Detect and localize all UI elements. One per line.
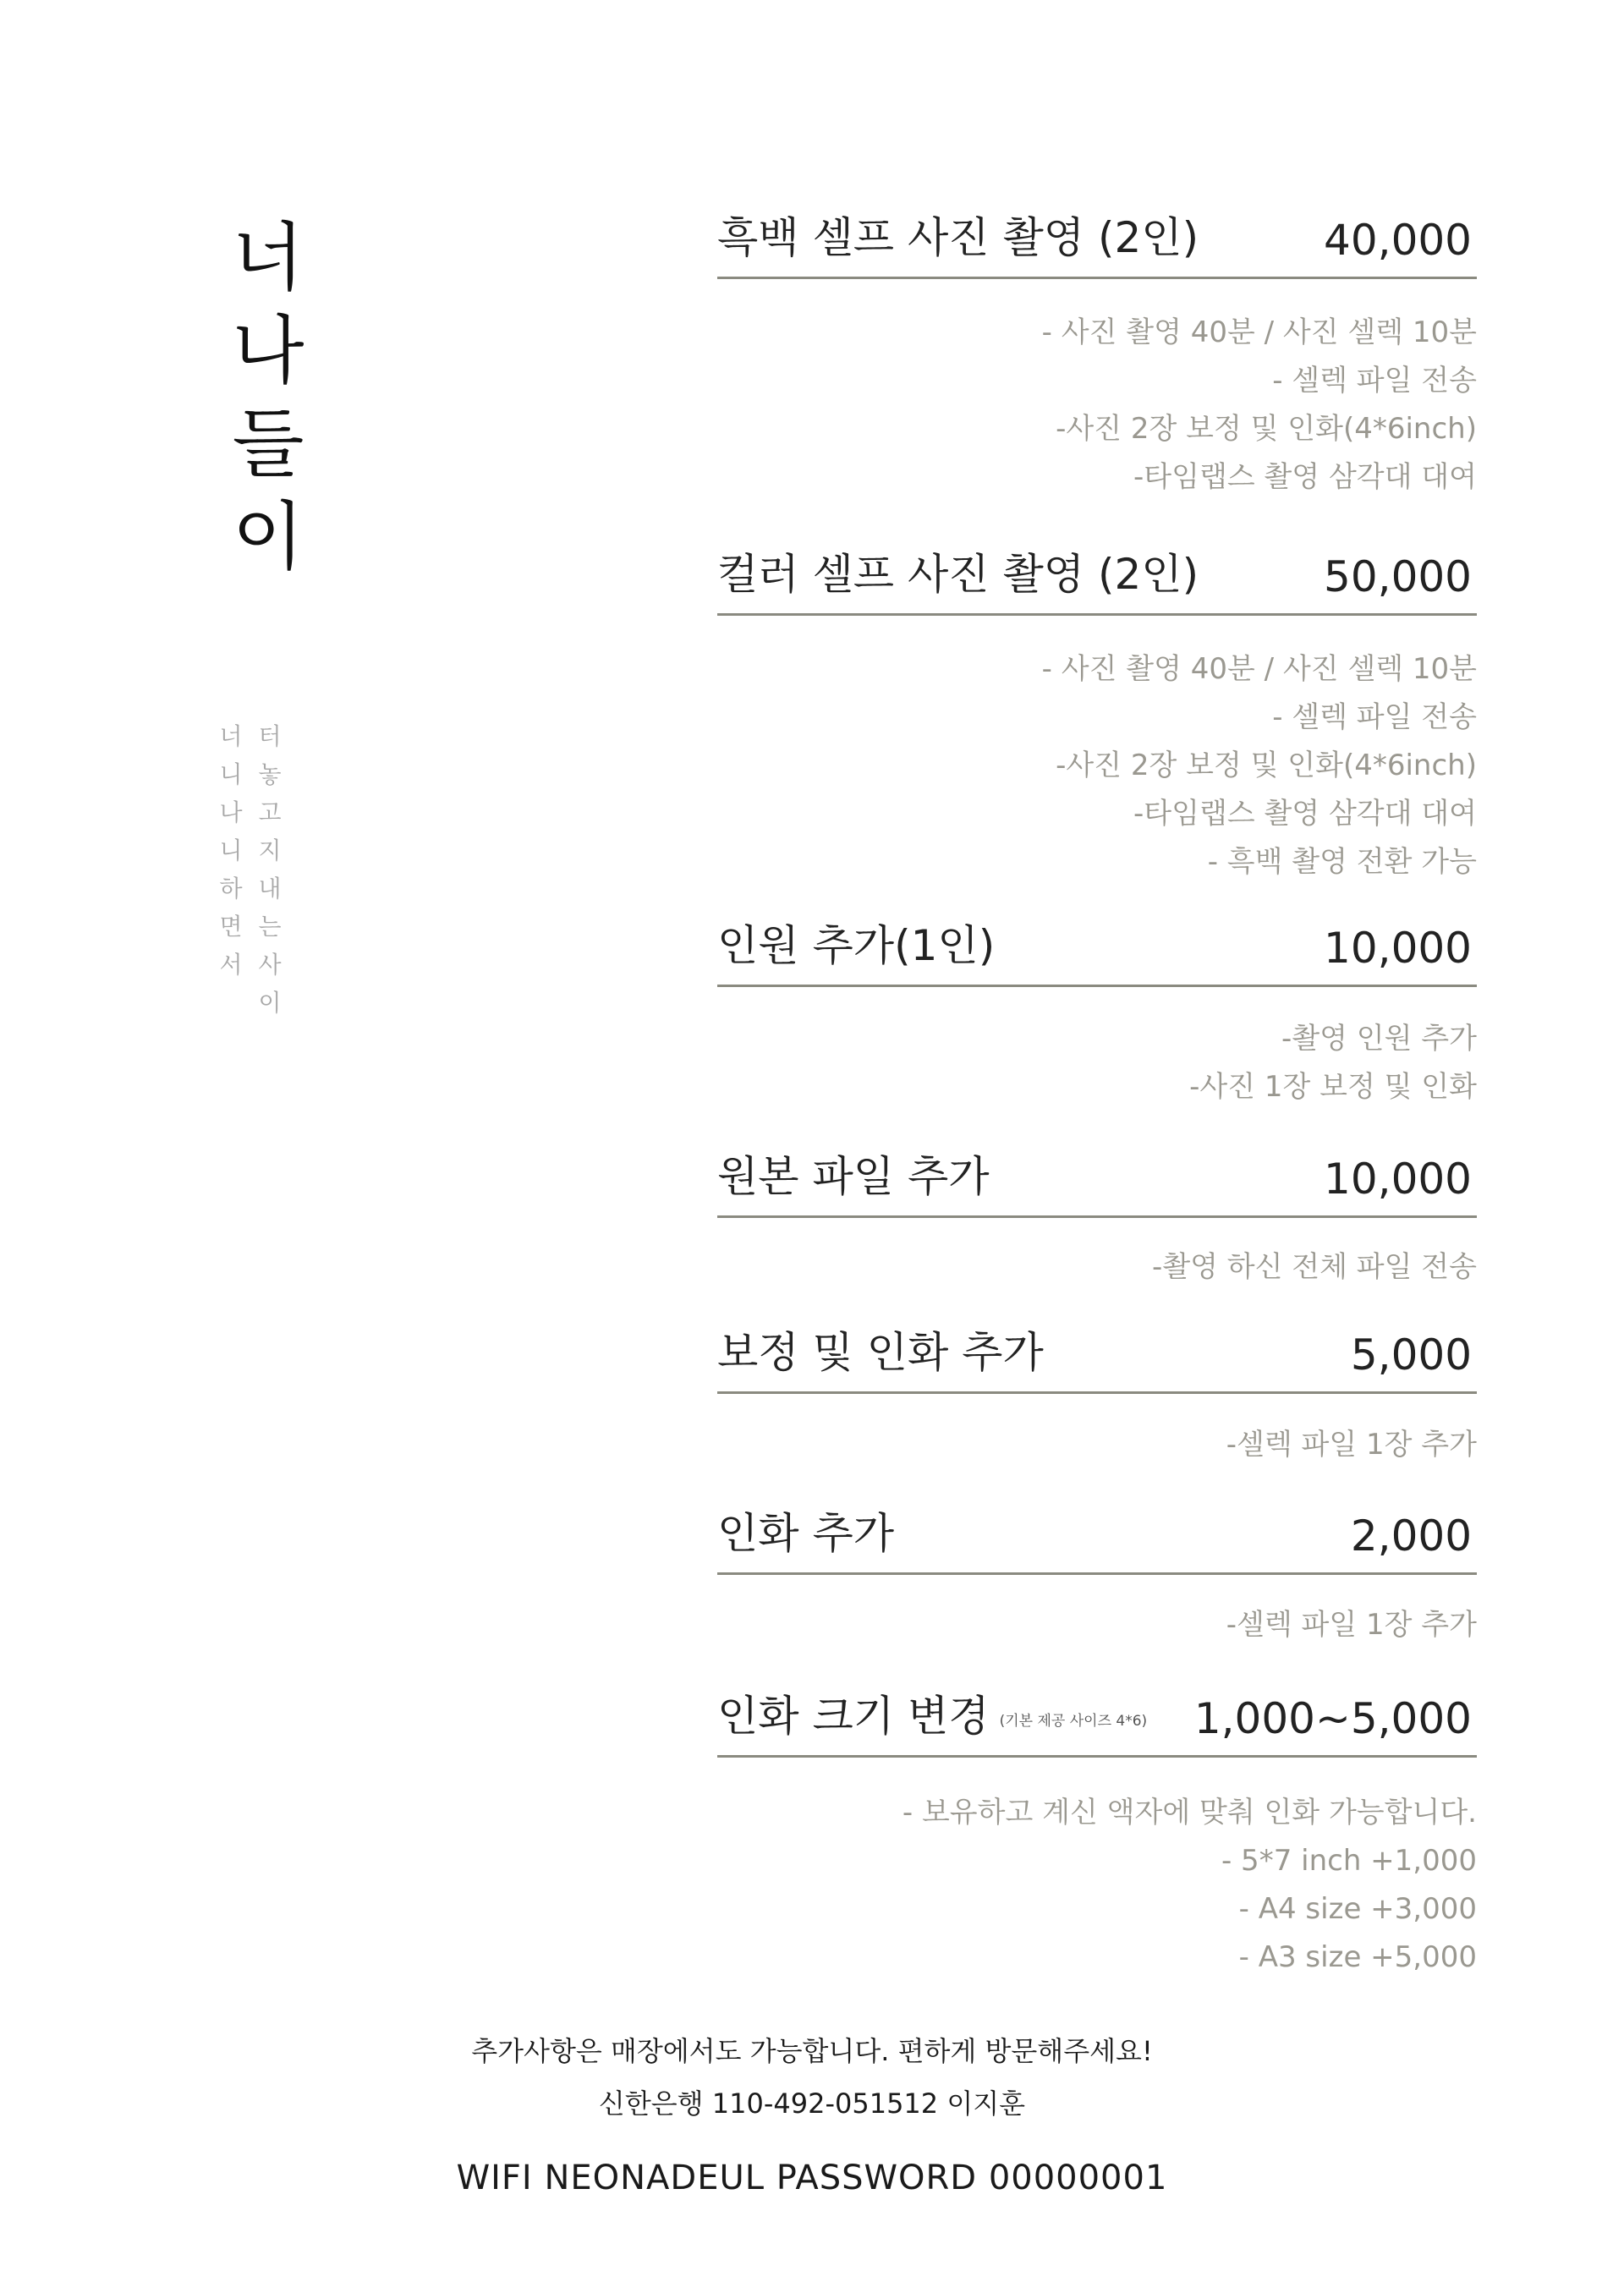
detail-line: -타임랩스 촬영 삼각대 대여 [1133,797,1477,831]
menu-item-details [717,309,1477,502]
brand-slogan [218,717,283,1022]
menu-item-details [717,1601,1477,1649]
menu-item-price: 10,000 [1324,924,1472,973]
detail-line: - 사진 촬영 40분 / 사진 셀렉 10분 [1041,652,1477,686]
footer-bank [0,2082,1624,2121]
brand-title-char: 들 [232,400,304,487]
menu-item-price: 40,000 [1324,216,1472,265]
menu-item-retouch-print [717,1326,1477,1394]
brand-title [222,211,315,584]
slogan-column-1 [218,717,244,1022]
menu-item-price: 2,000 [1350,1511,1472,1561]
detail-line: - 셀렉 파일 전송 [1272,364,1477,398]
brand-title-char: 이 [232,493,304,580]
detail-line: - 5*7 inch +1,000 [1221,1844,1477,1878]
menu-item-name: 컬러 셀프 사진 촬영 (2인) [717,550,1199,599]
menu-item-name: 흑백 셀프 사진 촬영 (2인) [717,213,1199,262]
detail-line: -촬영 인원 추가 [1281,1022,1477,1056]
footer-notice [0,2030,1624,2069]
slogan-char: 서 [219,951,243,979]
detail-line: - 사진 촬영 40분 / 사진 셀렉 10분 [1041,315,1477,349]
slogan-char: 놓 [258,760,282,788]
slogan-char: 니 [219,760,243,788]
slogan-char: 터 [258,722,282,750]
detail-line: - 셀렉 파일 전송 [1272,700,1477,734]
slogan-char: 면 [219,913,243,941]
bank-account-text: 신한은행 110-492-051512 이지훈 [598,2087,1026,2120]
slogan-char: 내 [258,875,282,902]
slogan-column-2 [257,717,283,1022]
menu-item-bw-self-photo [717,211,1477,279]
menu-item-price: 1,000~5,000 [1193,1694,1472,1743]
slogan-char: 이 [258,989,282,1017]
detail-line: - A4 size +3,000 [1238,1892,1477,1926]
menu-item-name: 인원 추가(1인) [717,921,996,970]
brand-title-char: 나 [232,307,304,394]
slogan-char: 는 [258,913,282,941]
detail-line: -사진 1장 보정 및 인화 [1189,1070,1477,1104]
menu-item-price: 5,000 [1350,1330,1472,1380]
detail-line: -사진 2장 보정 및 인화(4*6inch) [1056,749,1477,782]
detail-line: - 흑백 촬영 전환 가능 [1207,845,1477,879]
slogan-char: 고 [258,798,282,826]
detail-line: -촬영 하신 전체 파일 전송 [1152,1250,1477,1284]
detail-line: - 보유하고 계신 액자에 맞춰 인화 가능합니다. [902,1796,1477,1829]
slogan-char: 너 [219,722,243,750]
menu-item-details [717,1015,1477,1111]
menu-item-extra-print [717,1507,1477,1575]
menu-item-print-size-change [717,1690,1477,1758]
menu-item-color-self-photo [717,548,1477,616]
slogan-char: 지 [258,837,282,864]
menu-item-details [717,1421,1477,1469]
wifi-info-text: WIFI NEONADEUL PASSWORD 00000001 [456,2159,1168,2197]
slogan-char: 니 [219,837,243,864]
slogan-char: 하 [219,875,243,902]
menu-item-price: 50,000 [1324,552,1472,601]
menu-item-add-person [717,919,1477,987]
menu-item-price: 10,000 [1324,1155,1472,1204]
footer-wifi [0,2159,1624,2197]
menu-item-name: 보정 및 인화 추가 [717,1328,1044,1377]
slogan-char: 사 [258,951,282,979]
detail-line: -사진 2장 보정 및 인화(4*6inch) [1056,412,1477,446]
detail-line: -셀렉 파일 1장 추가 [1226,1608,1477,1642]
menu-item-name: 인화 추가 [717,1509,895,1558]
detail-line: -타임랩스 촬영 삼각대 대여 [1133,460,1477,494]
menu-item-name: 원본 파일 추가 [717,1152,990,1201]
brand-title-char: 너 [232,214,304,301]
menu-item-name-text: 인화 크기 변경 [717,1692,990,1741]
menu-item-original-files [717,1150,1477,1218]
footer-notice-text: 추가사항은 매장에서도 가능합니다. 편하게 방문해주세요! [471,2035,1153,2067]
detail-line: - A3 size +5,000 [1238,1940,1477,1974]
slogan-char: 나 [219,798,243,826]
menu-item-details [717,1789,1477,1982]
menu-item-details [717,1243,1477,1292]
menu-item-name [717,1682,1147,1743]
menu-item-note: (기본 제공 사이즈 4*6) [999,1713,1148,1730]
menu-item-details [717,645,1477,886]
detail-line: -셀렉 파일 1장 추가 [1226,1428,1477,1462]
